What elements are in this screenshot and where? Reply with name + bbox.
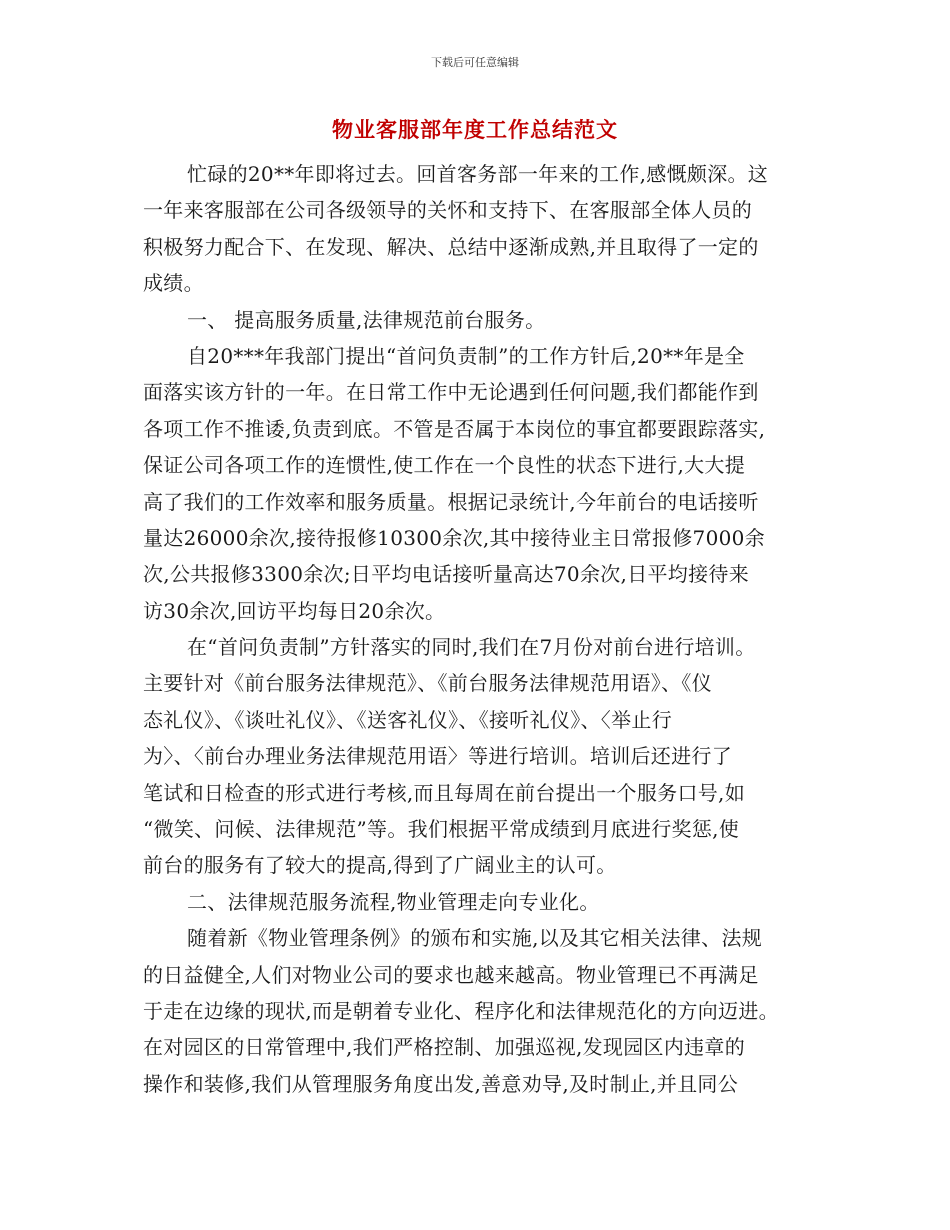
- text-line: 为〉、〈前台办理业务法律规范用语〉等进行培训。培训后还进行了: [143, 744, 732, 769]
- body-text: [143, 156, 813, 1102]
- text-line: 一、 提高服务质量,法律规范前台服务。: [187, 307, 546, 332]
- text-line: 成绩。: [143, 271, 204, 296]
- text-line: 次,公共报修3300余次;日平均电话接听量高达70余次,日平均接待来: [143, 562, 749, 587]
- text-line: 主要针对《前台服务法律规范》、《前台服务法律规范用语》、《仪: [143, 671, 712, 696]
- text-line: 量达26000余次,接待报修10300余次,其中接待业主日常报修7000余: [143, 525, 765, 550]
- text-line: 保证公司各项工作的连惯性,使工作在一个良性的状态下进行,大大提: [143, 453, 746, 478]
- text-line: 笔试和日检查的形式进行考核,而且每周在前台提出一个服务口号,如: [143, 780, 746, 805]
- text-line: 面落实该方针的一年。在日常工作中无论遇到任何问题,我们都能作到: [143, 380, 759, 405]
- header-note: 下载后可任意编辑: [431, 56, 519, 69]
- text-line: 态礼仪》、《谈吐礼仪》、《送客礼仪》、《接听礼仪》、〈举止行: [143, 707, 672, 732]
- text-line: 积极努力配合下、在发现、解决、总结中逐渐成熟,并且取得了一定的: [143, 234, 759, 259]
- text-line: 二、法律规范服务流程,物业管理走向专业化。: [187, 889, 600, 914]
- text-line: 在“首问负责制”方针落实的同时,我们在7月份对前台进行培训。: [187, 635, 756, 660]
- text-line: 在对园区的日常管理中,我们严格控制、加强巡视,发现园区内违章的: [143, 1035, 746, 1060]
- text-line: 操作和装修,我们从管理服务角度出发,善意劝导,及时制止,并且同公: [143, 1071, 739, 1096]
- text-line: 于走在边缘的现状,而是朝着专业化、程序化和法律规范化的方向迈进。: [143, 998, 779, 1023]
- text-line: 自20***年我部门提出“首问负责制”的工作方针后,20**年是全: [187, 343, 745, 368]
- document-title: 物业客服部年度工作总结范文: [332, 117, 618, 142]
- text-line: 忙碌的20**年即将过去。回首客务部一年来的工作,感慨颇深。这: [187, 162, 769, 186]
- text-line: 访30余次,回访平均每日20余次。: [143, 598, 446, 623]
- text-line: 高了我们的工作效率和服务质量。根据记录统计,今年前台的电话接听: [143, 489, 759, 514]
- text-line: 的日益健全,人们对物业公司的要求也越来越高。物业管理已不再满足: [143, 962, 759, 987]
- text-line: 随着新《物业管理条例》的颁布和实施,以及其它相关法律、法规: [187, 926, 763, 951]
- text-line: 前台的服务有了较大的提高,得到了广阔业主的认可。: [143, 853, 617, 878]
- text-line: 各项工作不推诿,负责到底。不管是否属于本岗位的事宜都要跟踪落实,: [143, 416, 766, 441]
- text-line: 一年来客服部在公司各级领导的关怀和支持下、在客服部全体人员的: [143, 198, 752, 223]
- text-line: “微笑、问候、法律规范”等。我们根据平常成绩到月底进行奖惩,使: [143, 817, 740, 842]
